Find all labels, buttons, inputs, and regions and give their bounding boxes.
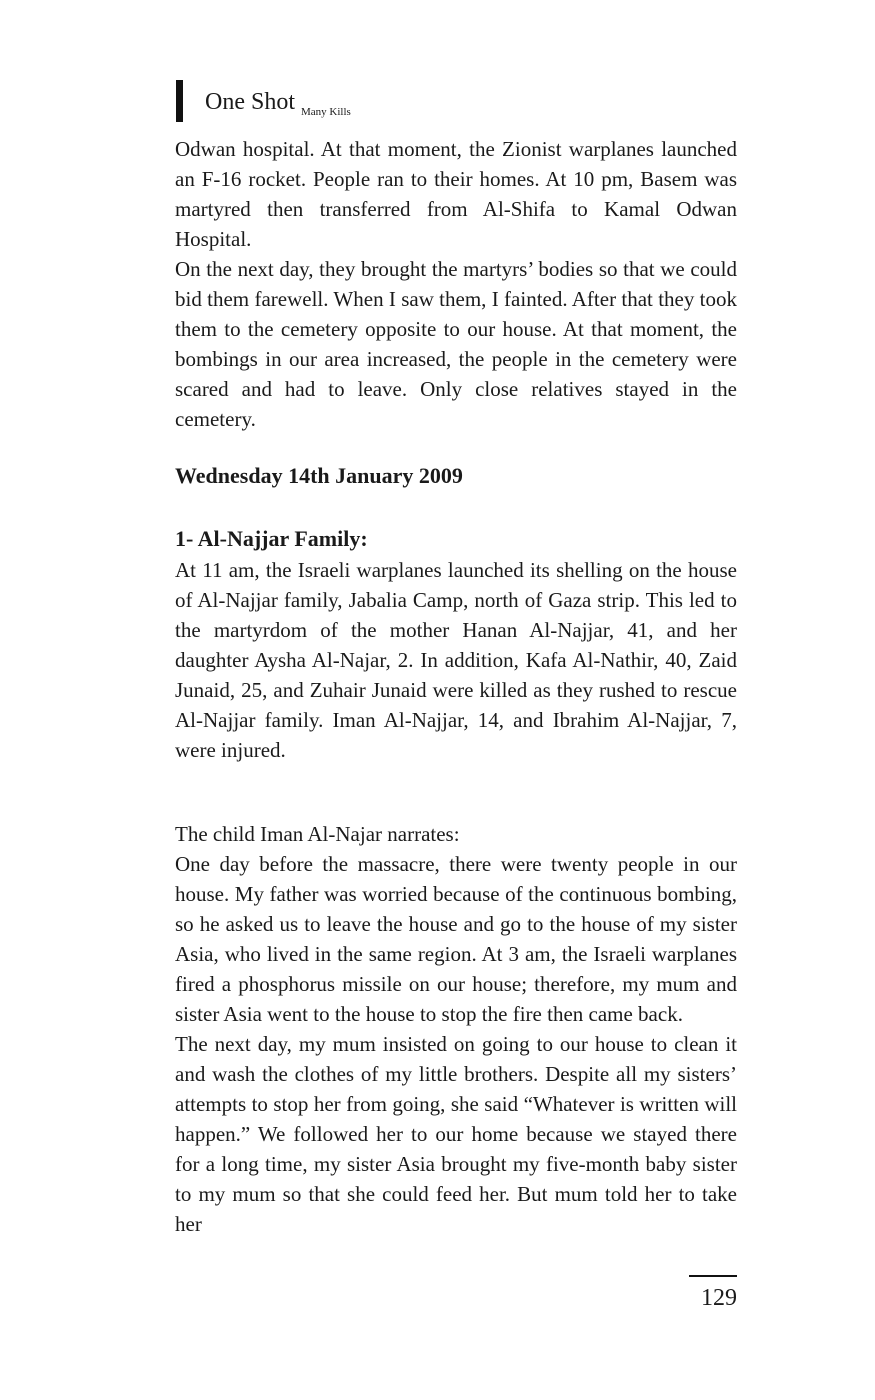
header-subtitle: Many Kills (301, 106, 351, 118)
header-title: One Shot (205, 89, 295, 115)
section-heading: 1- Al-Najjar Family: (175, 526, 368, 551)
footer-rule (689, 1275, 737, 1277)
paragraph-3: At 11 am, the Israeli warplanes launched its shelling on the house of Al-Najjar family, Jabalia Camp, north of Gaza strip. This led to the martyrdom of the mother Hanan Al-Najjar, 41, and her daughter Aysha Al-Najar, 2. In addition, Kafa Al-Nathir, 40, Zaid Junaid, 25, and Zuhair Junaid were killed as they rushed to rescue Al-Najjar family. Iman Al-Najjar, 14, and Ibrahim Al-Najjar, 7, were injured. (175, 558, 737, 762)
paragraph-2: On the next day, they brought the martyrs’ bodies so that we could bid them farewell. When I saw them, I fainted. After that they took them to the cemetery opposite to our house. At that moment, the bombings in our area increased, the people in the cemetery were scared and had to leave. Only close relatives stayed in the cemetery. (175, 257, 737, 431)
section-text (175, 555, 737, 765)
header-bar (176, 80, 183, 122)
paragraph-1: Odwan hospital. At that moment, the Zionist warplanes launched an F-16 rocket. People ran to their homes. At 10 pm, Basem was martyred then transferred from Al-Shifa to Kamal Odwan Hospital. (175, 137, 737, 251)
intro-text (175, 134, 737, 434)
paragraph-5: One day before the massacre, there were twenty people in our house. My father was worried because of the continuous bombing, so he asked us to leave the house and go to the house of my sister Asia, who lived in the same region. At 3 am, the Israeli warplanes fired a phosphorus missile on our house; therefore, my mum and sister Asia went to the house to stop the fire then came back. (175, 852, 737, 1026)
paragraph-4: The child Iman Al-Najar narrates: (175, 822, 460, 846)
date-heading: Wednesday 14th January 2009 (175, 463, 463, 488)
running-header (176, 78, 351, 122)
narrative-text (175, 819, 737, 1239)
page-number: 129 (701, 1285, 737, 1311)
paragraph-6: The next day, my mum insisted on going to our house to clean it and wash the clothes of my little brothers. Despite all my sisters’ attempts to stop her from going, she said “Whatever is written will happen.” We followed her to our home because we stayed there for a long time, my sister Asia brought my five-month baby sister to my mum so that she could feed her. But mum told her to take her (175, 1032, 737, 1236)
